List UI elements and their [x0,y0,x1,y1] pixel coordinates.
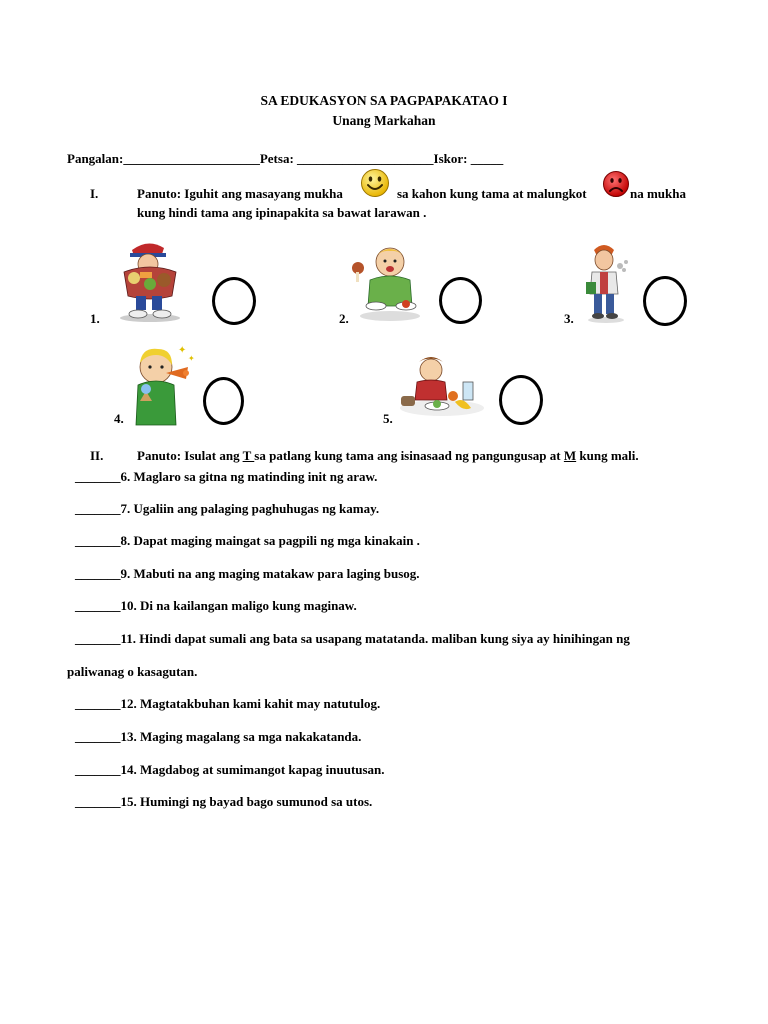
question-item-11[interactable]: _______11. Hindi dapat sumali ang bata sa usapang matatanda. maliban kung siya ay hinihingan ng [75,631,630,646]
question-item-8[interactable]: _______8. Dapat maging maingat sa pagpili ng mga kinakain . [75,533,420,548]
part1-instruction-line2: kung hindi tama ang ipinapakita sa bawat larawan . [137,205,427,220]
picture-item-3-number: 3. [564,311,574,326]
boy-eating-at-table-illustration [350,240,428,322]
sick-man-sneezing-illustration [580,242,636,324]
question-item-10[interactable]: _______10. Di na kailangan maligo kung maginaw. [75,598,357,613]
sad-face-icon [602,170,630,198]
picture-item-4-number: 4. [114,411,124,426]
question-item-6[interactable]: _______6. Maglaro sa gitna ng matinding init ng araw. [75,469,378,484]
part2-instruction-pre: Panuto: Isulat ang [137,448,240,463]
svg-text:✦: ✦ [188,354,195,363]
boy-holding-many-foods-illustration [110,238,190,323]
answer-circle-4[interactable] [203,377,244,425]
part1-instruction-a: Panuto: Iguhit ang masayang mukha [137,186,343,201]
answer-circle-3[interactable] [643,276,687,326]
question-item-9[interactable]: _______9. Mabuti na ang maging matakaw para laging busog. [75,566,420,581]
part1-numeral: I. [90,186,99,201]
boy-eating-meal-illustration [397,352,487,420]
part2-m-letter: M [563,448,577,463]
part2-numeral: II. [90,448,104,463]
answer-circle-1[interactable] [212,277,256,325]
question-item-7[interactable]: _______7. Ugaliin ang palaging paghuhugas ng kamay. [75,501,380,516]
picture-item-2-number: 2. [339,311,349,326]
part2-instruction-end: kung mali. [576,448,639,463]
picture-item-5-number: 5. [383,411,393,426]
question-item-12[interactable]: _______12. Magtatakbuhan kami kahit may natutulog. [75,696,381,711]
part2-instruction [137,448,639,464]
part1-instruction-b: sa kahon kung tama at malungkot [397,186,587,201]
document-title: SA EDUKASYON SA PAGPAPAKATAO I [260,93,508,108]
document-subtitle: Unang Markahan [332,113,436,128]
boy-eating-ice-cream-illustration [126,343,196,425]
picture-item-1-number: 1. [90,311,100,326]
question-item-14[interactable]: _______14. Magdabog at sumimangot kapag inuutusan. [75,762,385,777]
part2-t-letter: T [242,448,255,463]
question-item-15[interactable]: _______15. Humingi ng bayad bago sumunod sa utos. [75,794,373,809]
student-info-line: Pangalan:_____________________Petsa: _____________________Iskor: _____ [67,151,504,166]
answer-circle-5[interactable] [499,375,543,425]
part2-instruction-mid: sa patlang kung tama ang isinasaad ng pangungusap at [254,448,561,463]
question-item-13[interactable]: _______13. Maging magalang sa mga nakakatanda. [75,729,362,744]
part1-instruction-c: na mukha [630,186,686,201]
svg-text:✦: ✦ [178,345,187,356]
happy-face-icon [360,168,390,198]
answer-circle-2[interactable] [439,277,482,324]
question-item-11-continuation: paliwanag o kasagutan. [67,664,198,679]
